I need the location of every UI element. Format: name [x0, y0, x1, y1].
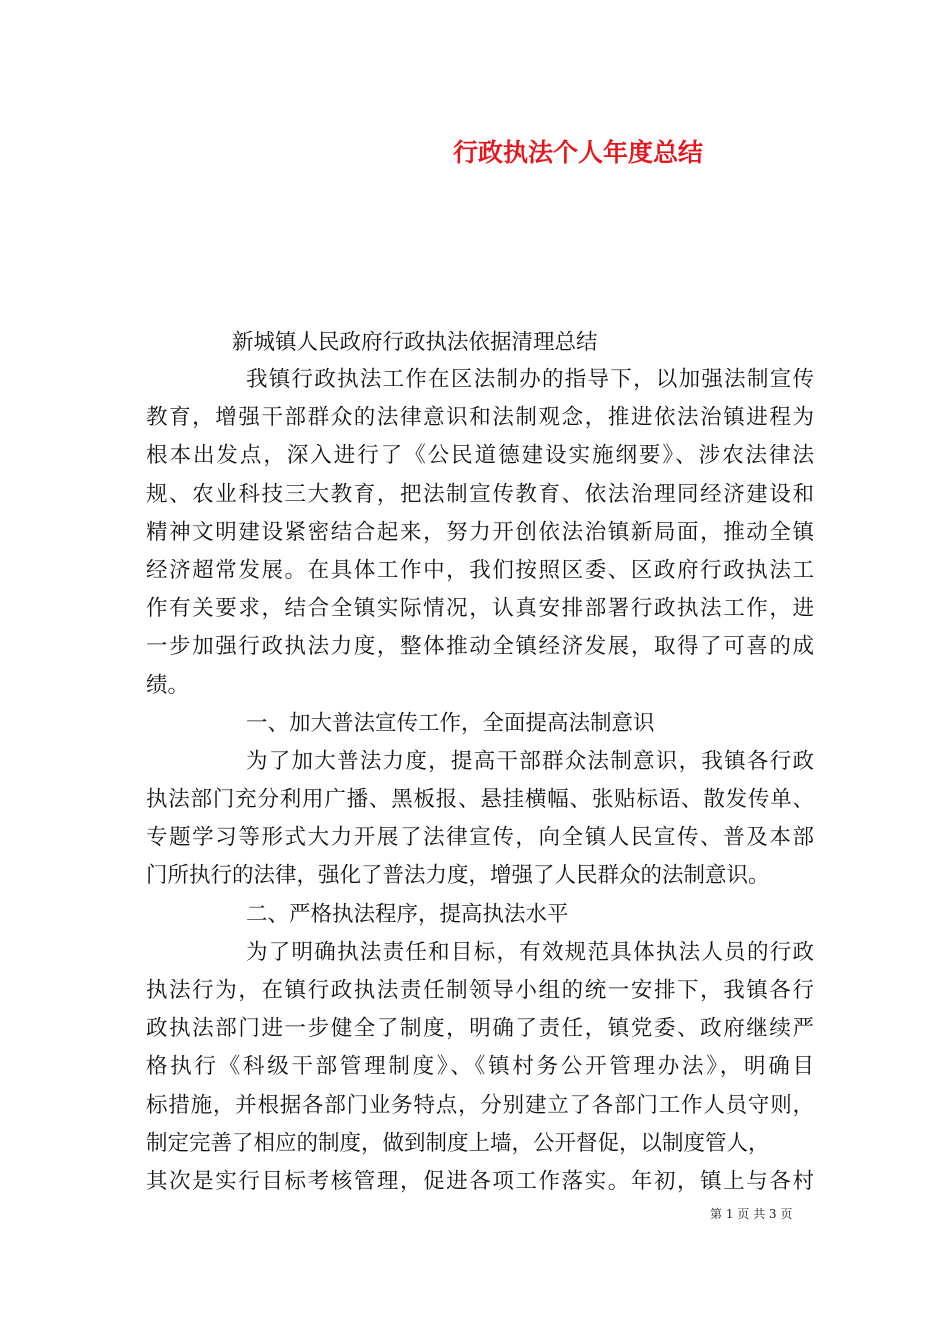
body-line: 为了加大普法力度，提高干部群众法制意识，我镇各行政 — [246, 748, 814, 774]
section-heading-1: 一、加大普法宣传工作，全面提高法制意识 — [246, 710, 655, 736]
body-line: 根本出发点，深入进行了《公民道德建设实施纲要》、涉农法律法 — [146, 443, 814, 469]
document-body — [146, 361, 814, 1201]
body-line: 专题学习等形式大力开展了法律宣传，向全镇人民宣传、普及本部 — [146, 825, 814, 851]
body-line: 政执法部门进一步健全了制度，明确了责任，镇党委、政府继续严 — [146, 1016, 814, 1042]
body-line: 格执行《科级干部管理制度》、《镇村务公开管理办法》，明确目 — [146, 1054, 814, 1080]
body-line: 执法部门充分利用广播、黑板报、悬挂横幅、张贴标语、散发传单、 — [146, 787, 814, 813]
page-number-footer: 第 1 页 共 3 页 — [710, 1207, 793, 1221]
body-line: 经济超常发展。在具体工作中，我们按照区委、区政府行政执法工 — [146, 557, 814, 583]
document-title: 行政执法个人年度总结 — [452, 138, 703, 167]
section-heading-2: 二、严格执法程序，提高执法水平 — [246, 901, 569, 927]
body-line: 作有关要求，结合全镇实际情况，认真安排部署行政执法工作，进 — [146, 596, 814, 622]
body-line: 标措施，并根据各部门业务特点，分别建立了各部门工作人员守则， — [146, 1092, 814, 1118]
body-line: 绩。 — [146, 672, 190, 698]
body-line: 精神文明建设紧密结合起来，努力开创依法治镇新局面，推动全镇 — [146, 519, 814, 545]
body-line: 教育，增强干部群众的法律意识和法制观念，推进依法治镇进程为 — [146, 405, 814, 431]
body-line: 制定完善了相应的制度，做到制度上墙，公开督促，以制度管人， — [146, 1130, 770, 1156]
body-line: 其次是实行目标考核管理，促进各项工作落实。年初，镇上与各村 — [146, 1168, 814, 1194]
document-subtitle: 新城镇人民政府行政执法依据清理总结 — [232, 330, 598, 355]
body-line: 门所执行的法律，强化了普法力度，增强了人民群众的法制意识。 — [146, 863, 770, 889]
body-line: 规、农业科技三大教育，把法制宣传教育、依法治理同经济建设和 — [146, 481, 814, 507]
body-line: 我镇行政执法工作在区法制办的指导下，以加强法制宣传 — [246, 367, 814, 392]
body-line: 执法行为，在镇行政执法责任制领导小组的统一安排下，我镇各行 — [146, 978, 814, 1003]
body-line: 为了明确执法责任和目标，有效规范具体执法人员的行政 — [246, 939, 814, 965]
body-line: 一步加强行政执法力度，整体推动全镇经济发展，取得了可喜的成 — [146, 634, 814, 660]
